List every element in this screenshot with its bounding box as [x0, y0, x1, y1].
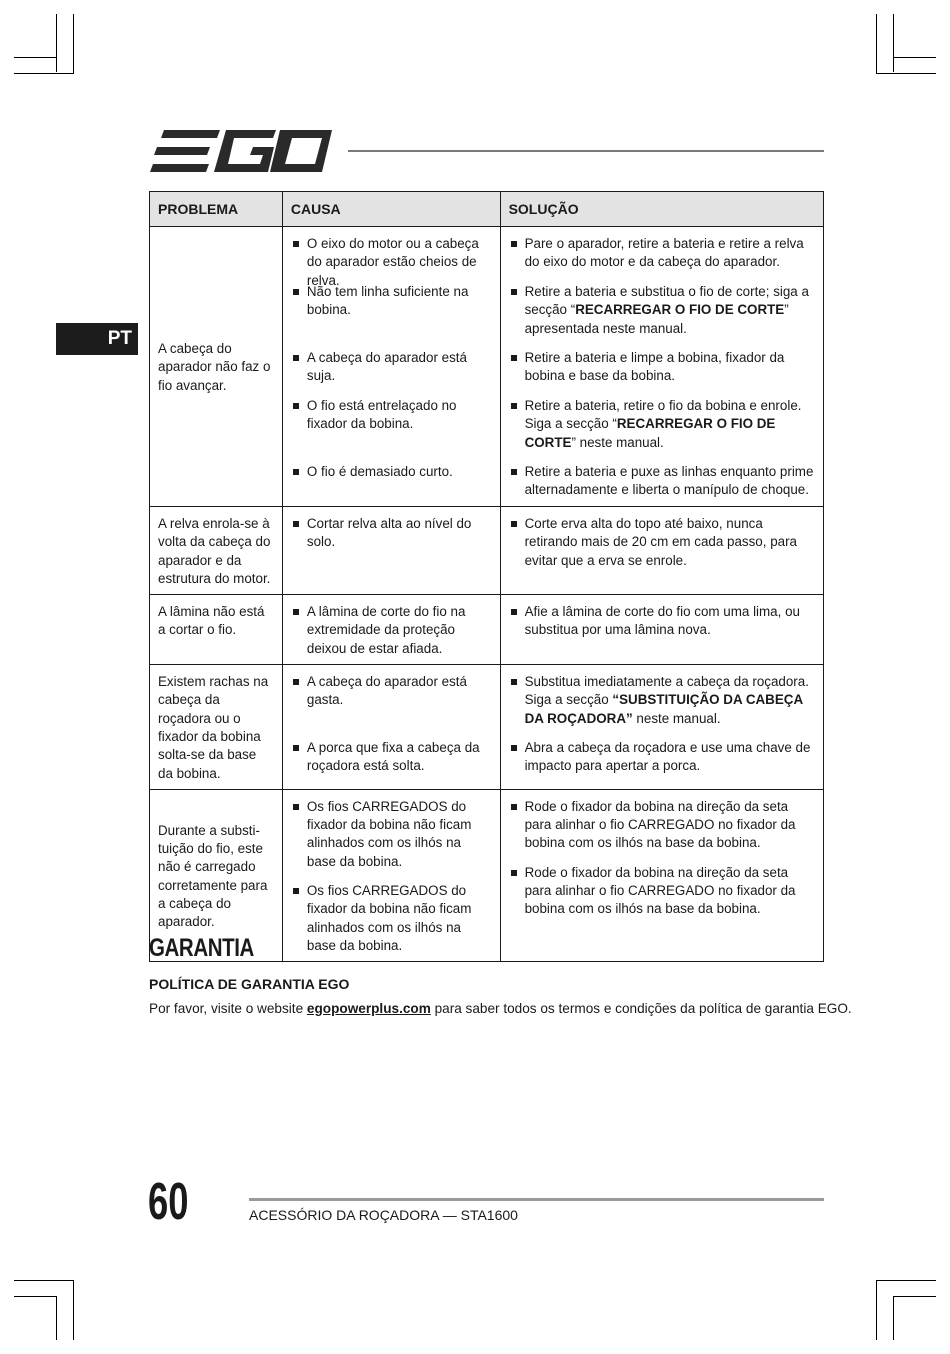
crop-mark	[14, 57, 57, 58]
solution-cell	[500, 507, 823, 595]
crop-mark	[14, 1280, 74, 1281]
solution-item: Retire a bateria, retire o fio da bobina e enrole. Siga a secção “RECARREGAR O FIO DE CORTE” neste manual.	[509, 397, 815, 452]
solution-item: Retire a bateria e limpe a bobina, fixador da bobina e base da bobina.	[509, 349, 815, 386]
cause-cell	[282, 227, 500, 507]
cause-item: Cortar relva alta ao nível do solo.	[291, 515, 492, 552]
language-tab: PT	[56, 323, 138, 355]
cause-item: A porca que fixa a cabeça da roçadora está solta.	[291, 739, 492, 776]
footer-title: ACESSÓRIO DA ROÇADORA — STA1600	[249, 1207, 518, 1223]
cause-cell	[282, 595, 500, 665]
crop-mark	[56, 1296, 57, 1340]
crop-mark	[893, 1296, 936, 1297]
table-row	[150, 595, 824, 665]
problem-cell: A lâmina não está a cortar o fio.	[150, 595, 283, 665]
header-rule	[348, 150, 824, 152]
cause-item: A lâmina de corte do fio na extremidade da proteção deixou de estar afiada.	[291, 603, 492, 658]
solution-cell	[500, 789, 823, 961]
crop-mark	[893, 1296, 894, 1340]
crop-mark	[56, 14, 57, 72]
warranty-subheading: POLÍTICA DE GARANTIA EGO	[149, 976, 350, 992]
solution-item: Retire a bateria e substitua o fio de corte; siga a secção “RECARREGAR O FIO DE CORTE” apresentada neste manual.	[509, 283, 815, 338]
problem-cell: Durante a substi-tuição do fio, este não é carregado corretamente para a cabeça do aparador.	[150, 789, 283, 961]
cause-item: Os fios CARREGADOS do fixador da bobina não ficam alinhados com os ilhós na base da bobina.	[291, 798, 492, 871]
problem-cell: A cabeça do aparador não faz o fio avançar.	[150, 227, 283, 507]
cause-cell	[282, 665, 500, 790]
crop-mark	[893, 14, 894, 72]
table-row	[150, 227, 824, 507]
warranty-text: Por favor, visite o website egopowerplus.com para saber todos os termos e condições da política de garantia EGO.	[149, 1001, 852, 1016]
table-header-row	[150, 192, 824, 227]
solution-cell	[500, 595, 823, 665]
crop-mark	[14, 1296, 57, 1297]
solution-item: Rode o fixador da bobina na direção da seta para alinhar o fio CARREGADO no fixador da bobina com os ilhós na base da bobina.	[509, 864, 815, 919]
solution-item: Rode o fixador da bobina na direção da seta para alinhar o fio CARREGADO no fixador da bobina com os ilhós na base da bobina.	[509, 798, 815, 853]
solution-item: Corte erva alta do topo até baixo, nunca retirando mais de 20 cm em cada passo, para evitar que a erva se enrole.	[509, 515, 815, 570]
problem-cell: A relva enrola-se à volta da cabeça do aparador e da estrutura do motor.	[150, 507, 283, 595]
solution-item: Pare o aparador, retire a bateria e retire a relva do eixo do motor e da cabeça do aparador.	[509, 235, 815, 272]
cause-item: A cabeça do aparador está suja.	[291, 349, 492, 386]
crop-mark	[876, 73, 936, 74]
crop-mark	[73, 1280, 74, 1340]
footer-rule	[249, 1198, 824, 1201]
cause-cell	[282, 789, 500, 961]
warranty-link[interactable]: egopowerplus.com	[306, 1001, 431, 1016]
solution-cell	[500, 227, 823, 507]
header-solution: SOLUÇÃO	[500, 192, 823, 227]
crop-mark	[73, 14, 74, 74]
warranty-heading: GARANTIA	[149, 934, 254, 962]
cause-item: A cabeça do aparador está gasta.	[291, 673, 492, 728]
problem-cell: Existem rachas na cabeça da roçadora ou o fixador da bobina solta-se da base da bobina.	[150, 665, 283, 790]
cause-cell	[282, 507, 500, 595]
cause-item: O fio é demasiado curto.	[291, 463, 492, 500]
ego-logo	[150, 130, 332, 172]
solution-item: Retire a bateria e puxe as linhas enquanto prime alternadamente e liberta o manípulo de choque.	[509, 463, 815, 500]
crop-mark	[876, 1280, 877, 1340]
crop-mark	[876, 1280, 936, 1281]
cause-item: Não tem linha suficiente na bobina.	[291, 283, 492, 338]
solution-item: Abra a cabeça da roçadora e use uma chave de impacto para apertar a porca.	[509, 739, 815, 776]
crop-mark	[893, 57, 936, 58]
crop-mark	[876, 14, 877, 74]
troubleshooting-table	[149, 191, 824, 962]
cause-item: O fio está entrelaçado no fixador da bobina.	[291, 397, 492, 452]
table-row	[150, 665, 824, 790]
header-problem: PROBLEMA	[150, 192, 283, 227]
table-row	[150, 507, 824, 595]
cause-item: Os fios CARREGADOS do fixador da bobina não ficam alinhados com os ilhós na base da bobina.	[291, 882, 492, 955]
header-cause: CAUSA	[282, 192, 500, 227]
page-number: 60	[148, 1173, 189, 1231]
cause-item: O eixo do motor ou a cabeça do aparador estão cheios de relva.	[291, 235, 492, 272]
solution-item: Substitua imediatamente a cabeça da roçadora. Siga a secção “SUBSTITUIÇÃO DA CABEÇA DA ROÇADORA” neste manual.	[509, 673, 815, 728]
crop-mark	[14, 73, 74, 74]
solution-item: Afie a lâmina de corte do fio com uma lima, ou substitua por uma lâmina nova.	[509, 603, 815, 640]
solution-cell	[500, 665, 823, 790]
